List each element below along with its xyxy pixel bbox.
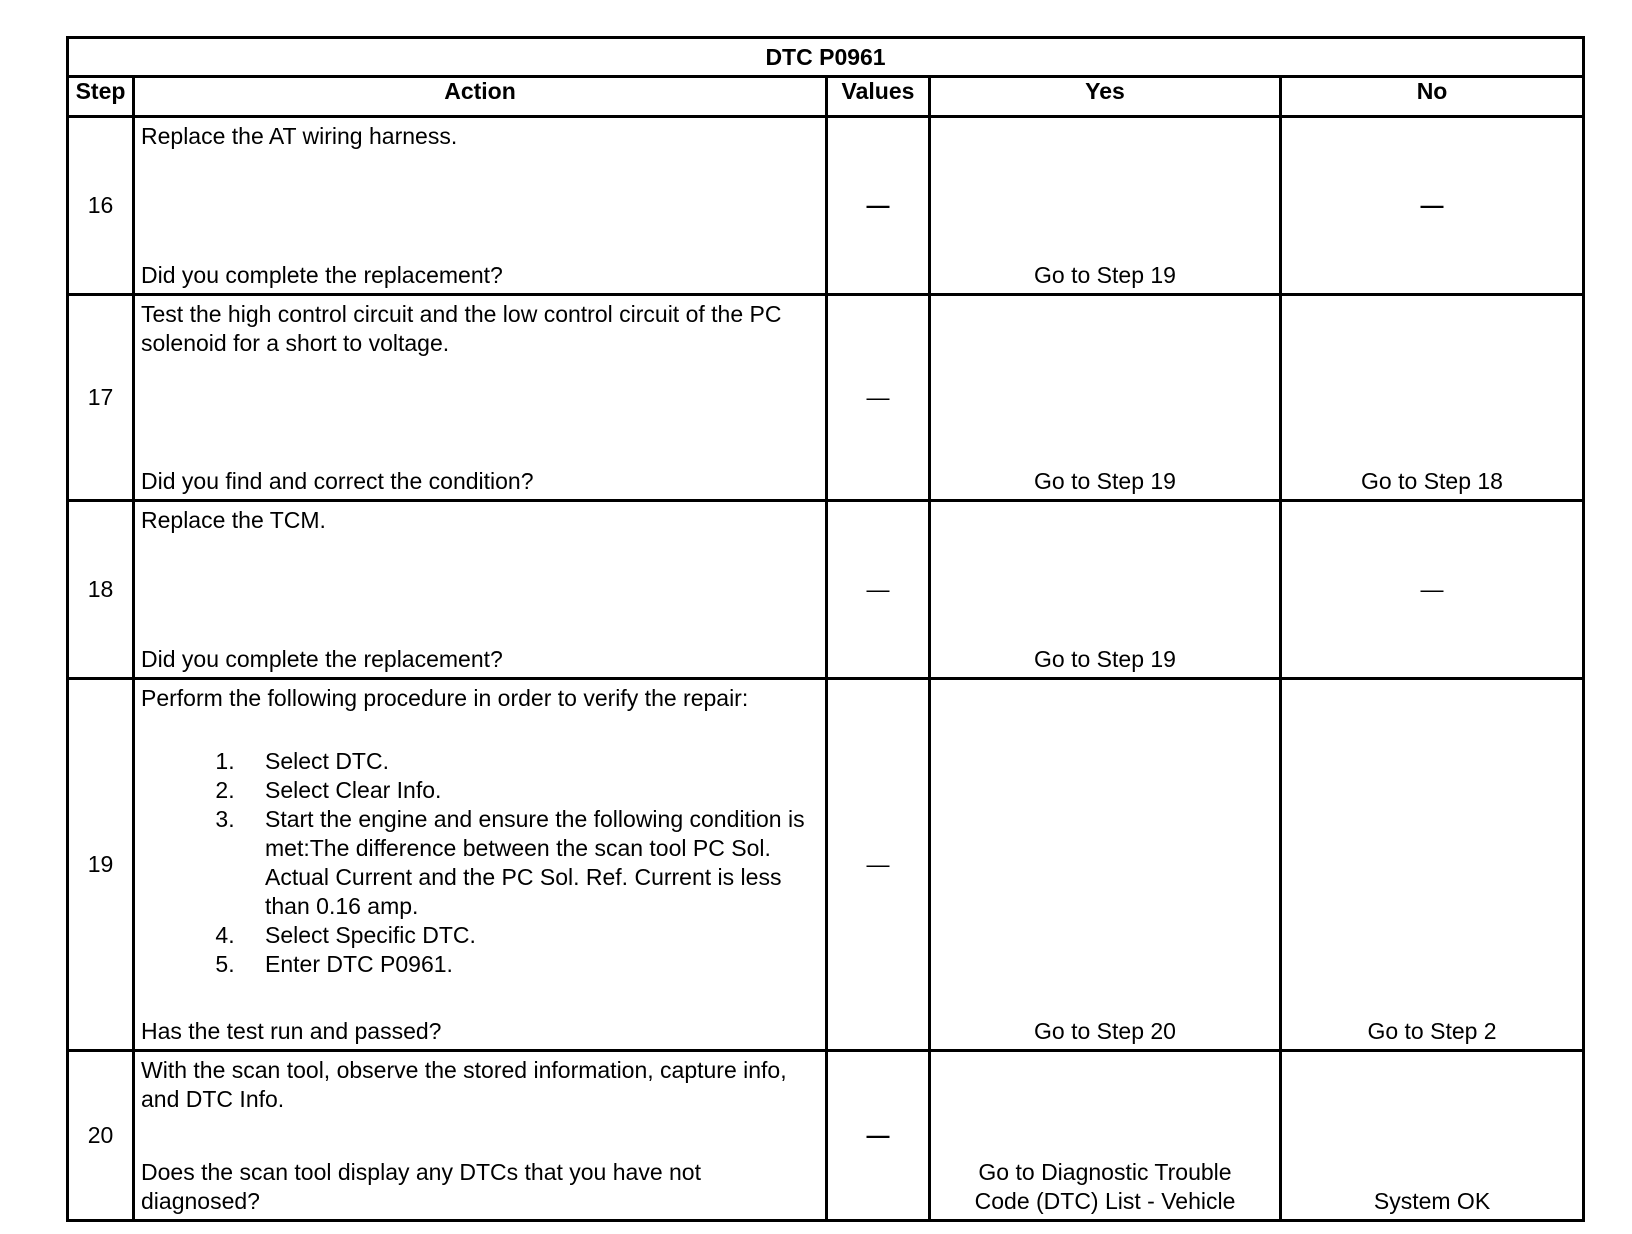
action-instruction: Replace the AT wiring harness. <box>141 123 458 149</box>
action-cell <box>134 117 827 295</box>
header-action: Action <box>134 77 827 117</box>
values-cell: — <box>827 1051 930 1221</box>
yes-cell: Go to Step 19 <box>930 117 1281 295</box>
no-cell: Go to Step 2 <box>1281 679 1584 1051</box>
yes-cell: Go to Step 20 <box>930 679 1281 1051</box>
values-cell: — <box>827 117 930 295</box>
yes-cell: Go to Diagnostic Trouble Code (DTC) List - Vehicle <box>930 1051 1281 1221</box>
action-question: Has the test run and passed? <box>141 1018 442 1044</box>
values-cell: — <box>827 501 930 679</box>
yes-cell: Go to Step 19 <box>930 501 1281 679</box>
action-question: Did you complete the replacement? <box>141 646 503 672</box>
action-cell <box>134 501 827 679</box>
action-question: Does the scan tool display any DTCs that you have not diagnosed? <box>141 1159 701 1214</box>
action-instruction: Perform the following procedure in order to verify the repair: <box>141 685 749 711</box>
action-cell <box>134 1051 827 1221</box>
procedure-step: 1. Select DTC. <box>241 747 819 776</box>
step-number: 19 <box>68 679 134 1051</box>
header-row <box>68 77 1584 117</box>
action-question: Did you complete the replacement? <box>141 262 503 288</box>
action-cell <box>134 295 827 501</box>
header-values: Values <box>827 77 930 117</box>
action-instruction: Test the high control circuit and the low control circuit of the PC solenoid for a short to voltage. <box>141 301 782 356</box>
procedure-step: 2. Select Clear Info. <box>241 776 819 805</box>
step-number: 18 <box>68 501 134 679</box>
dtc-table <box>66 36 1585 1222</box>
no-cell: — <box>1281 117 1584 295</box>
procedure-step: 3. Start the engine and ensure the following condition is met:The difference between the scan tool PC Sol. Actual Current and the PC Sol. Ref. Current is less than 0.16 amp. <box>241 805 819 921</box>
table-title: DTC P0961 <box>68 38 1584 77</box>
table-row <box>68 295 1584 501</box>
step-number: 17 <box>68 295 134 501</box>
action-instruction: Replace the TCM. <box>141 507 326 533</box>
yes-cell: Go to Step 19 <box>930 295 1281 501</box>
action-cell <box>134 679 827 1051</box>
step-number: 16 <box>68 117 134 295</box>
table-row <box>68 501 1584 679</box>
step-number: 20 <box>68 1051 134 1221</box>
header-no: No <box>1281 77 1584 117</box>
procedure-list <box>141 747 819 979</box>
header-yes: Yes <box>930 77 1281 117</box>
table-row <box>68 1051 1584 1221</box>
table-row <box>68 679 1584 1051</box>
action-question: Did you find and correct the condition? <box>141 468 534 494</box>
no-cell: System OK <box>1281 1051 1584 1221</box>
procedure-step: 4. Select Specific DTC. <box>241 921 819 950</box>
table-row <box>68 117 1584 295</box>
action-instruction: With the scan tool, observe the stored information, capture info, and DTC Info. <box>141 1057 787 1112</box>
procedure-step: 5. Enter DTC P0961. <box>241 950 819 979</box>
values-cell: — <box>827 679 930 1051</box>
values-cell: — <box>827 295 930 501</box>
header-step: Step <box>68 77 134 117</box>
no-cell: — <box>1281 501 1584 679</box>
no-cell: Go to Step 18 <box>1281 295 1584 501</box>
